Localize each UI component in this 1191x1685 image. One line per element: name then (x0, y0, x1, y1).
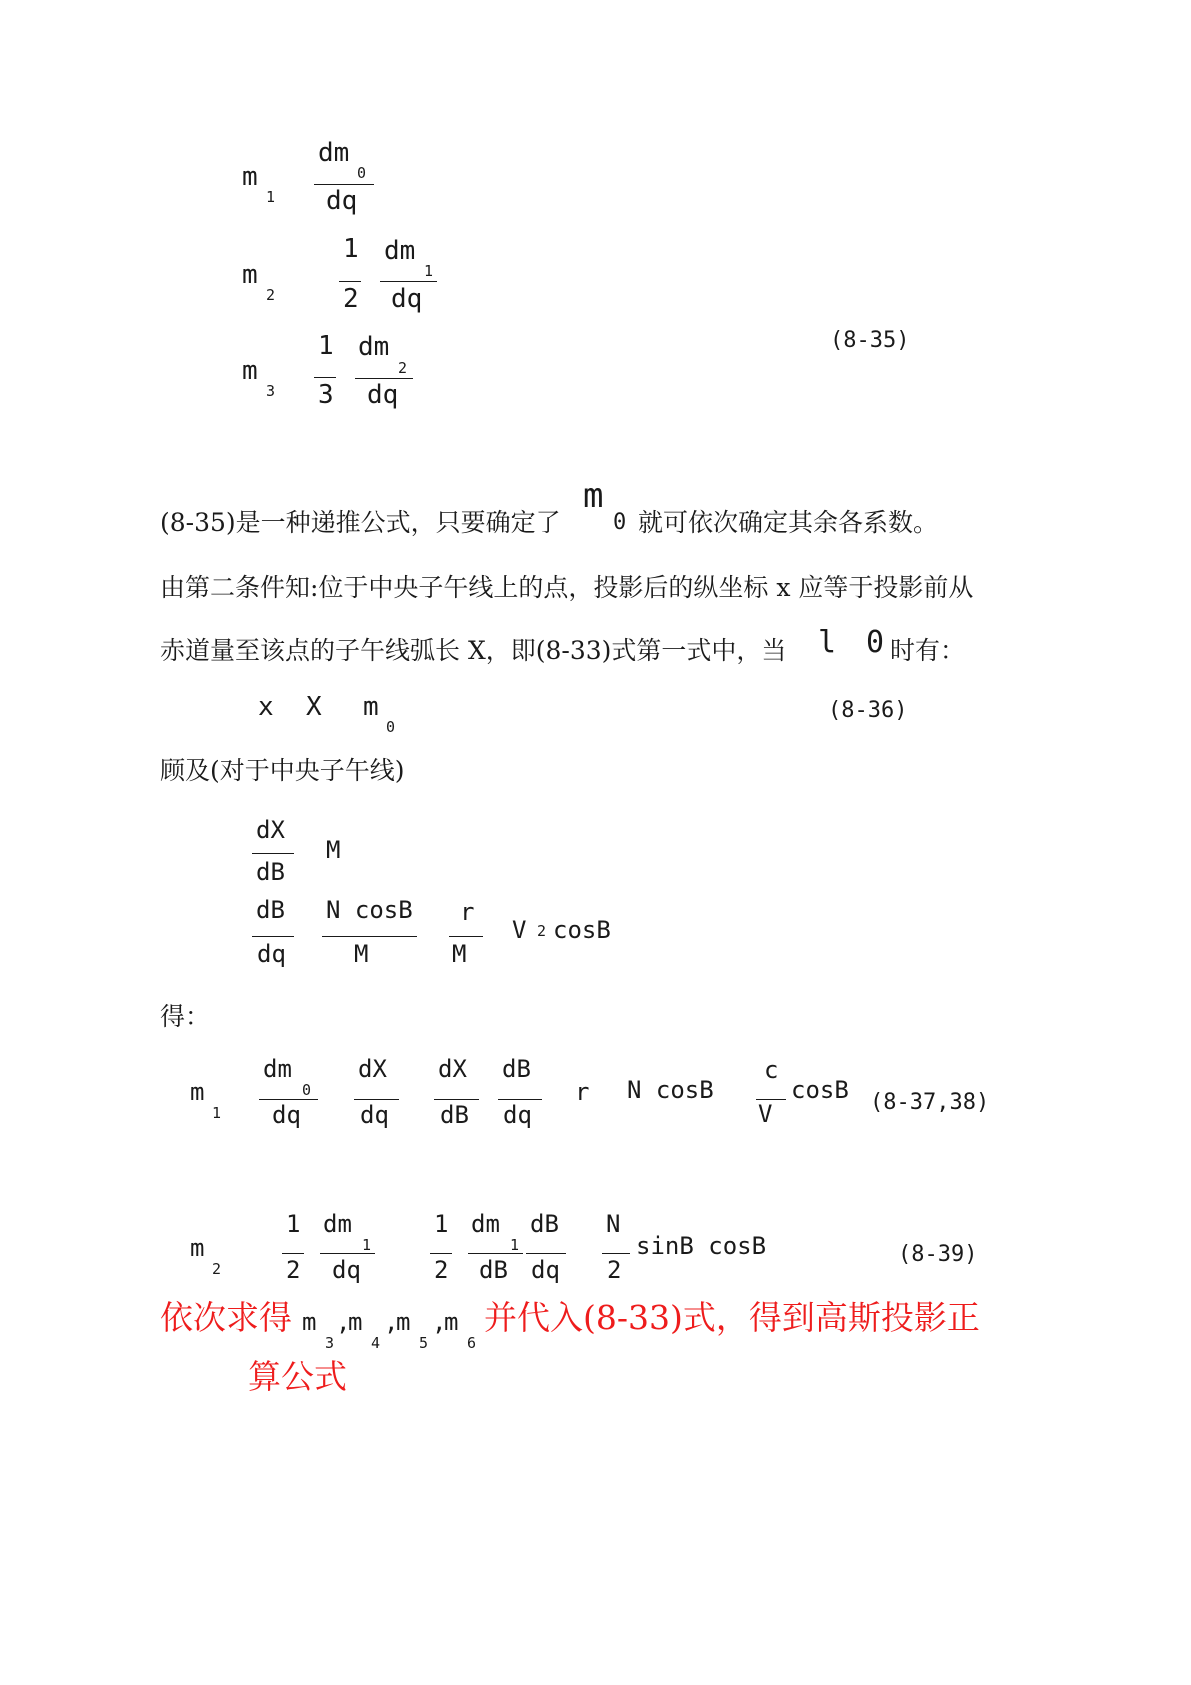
symbol-m5: m (396, 1308, 411, 1336)
coef-denominator: 2 (434, 1256, 449, 1284)
symbol-m4: m (348, 1308, 363, 1336)
paragraph-result: 得： (160, 1002, 211, 1031)
coef-numerator: 1 (318, 331, 334, 361)
eq-lhs-sub: 3 (266, 382, 276, 400)
inline-symbol-zero: 0 (866, 625, 885, 660)
fraction-numerator: dX (256, 816, 285, 844)
fraction-numerator: dB (502, 1055, 531, 1083)
paragraph-text: 时有： (890, 636, 966, 665)
eq-lhs-m: m (242, 162, 258, 192)
fraction-denominator: V (758, 1100, 773, 1128)
fraction-bar (498, 1099, 542, 1100)
symbol-sub: 5 (419, 1334, 429, 1352)
fraction-numerator-sub: 1 (362, 1236, 372, 1254)
eq-lhs-m: m (242, 356, 258, 386)
fraction-numerator: N cosB (326, 896, 413, 924)
paragraph-line: 由第二条件知:位于中央子午线上的点，投影后的纵坐标 x 应等于投影前从 (160, 573, 974, 602)
fraction-bar (320, 1253, 375, 1254)
equation-number: (8-35) (830, 328, 910, 353)
symbol-sub: 4 (371, 1334, 381, 1352)
paragraph-text: (8-35)是一种递推公式，只要确定了 (160, 508, 561, 537)
coef-numerator: 1 (434, 1210, 449, 1238)
fraction-bar (468, 1253, 523, 1254)
coef-denominator: 2 (286, 1256, 301, 1284)
fraction-numerator: dm (323, 1210, 352, 1238)
fraction-bar (355, 378, 413, 379)
fraction-denominator: M (354, 940, 369, 968)
symbol-sub: 6 (467, 1334, 477, 1352)
fraction-denominator: dB (479, 1256, 508, 1284)
conclusion-text: 并代入(8-33)式，得到高斯投影正 (484, 1298, 980, 1337)
fraction-bar (314, 377, 336, 378)
eq-lhs-sub: 1 (212, 1104, 222, 1122)
fraction-bar (430, 1253, 452, 1254)
fraction-bar (380, 281, 437, 282)
fraction-denominator: dq (503, 1101, 532, 1129)
eq-symbol-X: X (306, 692, 322, 722)
fraction-numerator-sub: 0 (357, 164, 367, 182)
inline-symbol-l: l (818, 625, 837, 660)
fraction-bar (252, 853, 294, 854)
coef-denominator: 3 (318, 380, 334, 410)
fraction-bar (252, 936, 294, 937)
fraction-bar (602, 1253, 630, 1254)
fraction-denominator: dq (360, 1101, 389, 1129)
eq-symbol-sincos: sinB cosB (636, 1232, 767, 1260)
eq-symbol-M: M (326, 836, 341, 864)
equation-number: (8-39) (898, 1242, 978, 1267)
fraction-denominator: dB (256, 858, 285, 886)
eq-symbol-ncos: N cosB (627, 1076, 714, 1104)
inline-symbol-m: m (583, 476, 604, 516)
fraction-bar (259, 1099, 318, 1100)
fraction-bar (526, 1253, 566, 1254)
fraction-numerator: dB (530, 1210, 559, 1238)
eq-lhs-sub: 1 (266, 188, 276, 206)
symbol-sub: 3 (325, 1334, 335, 1352)
coef-numerator: N (606, 1210, 621, 1238)
fraction-numerator: r (460, 898, 475, 926)
fraction-numerator-sub: 1 (510, 1236, 520, 1254)
fraction-bar (449, 936, 483, 937)
fraction-numerator: dm (384, 236, 416, 266)
fraction-numerator-sub: 1 (424, 262, 434, 280)
fraction-numerator: dm (263, 1055, 292, 1083)
eq-lhs-sub: 2 (212, 1260, 222, 1278)
coef-denominator: 2 (343, 284, 359, 314)
coef-denominator: 2 (607, 1256, 622, 1284)
inline-symbol-sub: 0 (613, 510, 627, 535)
fraction-numerator-sub: 0 (302, 1081, 312, 1099)
fraction-denominator: dq (272, 1101, 301, 1129)
fraction-denominator: dq (332, 1256, 361, 1284)
paragraph-note: 顾及(对于中央子午线) (160, 756, 405, 785)
eq-lhs-m: m (190, 1234, 205, 1262)
eq-symbol-sub: 0 (386, 718, 396, 736)
eq-symbol-x: x (258, 692, 274, 722)
fraction-bar (434, 1099, 479, 1100)
fraction-numerator-sub: 2 (398, 359, 408, 377)
fraction-numerator: c (764, 1056, 779, 1084)
fraction-bar (282, 1253, 304, 1254)
fraction-bar (314, 184, 374, 185)
fraction-numerator: dm (471, 1210, 500, 1238)
fraction-denominator: dq (326, 186, 358, 216)
paragraph-line: 赤道量至该点的子午线弧长 X，即(8-33)式第一式中，当 (160, 636, 787, 665)
symbol-comma: , (336, 1308, 351, 1336)
eq-symbol-cosB: cosB (553, 916, 611, 944)
fraction-bar (354, 1099, 399, 1100)
eq-lhs-sub: 2 (266, 286, 276, 304)
paragraph-text: 就可依次确定其余各系数。 (638, 508, 939, 537)
eq-lhs-m: m (242, 260, 258, 290)
fraction-denominator: dq (391, 284, 423, 314)
eq-symbol-V: V (512, 916, 527, 944)
fraction-denominator: dq (531, 1256, 560, 1284)
fraction-denominator: dq (257, 940, 286, 968)
symbol-comma: , (384, 1308, 399, 1336)
symbol-m3: m (302, 1308, 317, 1336)
fraction-denominator: dq (367, 380, 399, 410)
eq-symbol-sup: 2 (537, 922, 547, 940)
fraction-numerator: dB (256, 896, 285, 924)
fraction-denominator: M (452, 940, 467, 968)
fraction-numerator: dX (358, 1055, 387, 1083)
coef-numerator: 1 (343, 234, 359, 264)
fraction-bar (339, 281, 361, 282)
coef-numerator: 1 (286, 1210, 301, 1238)
fraction-bar (322, 936, 417, 937)
eq-symbol-m: m (363, 692, 379, 722)
equation-number: (8-37,38) (870, 1090, 990, 1115)
eq-lhs-m: m (190, 1078, 205, 1106)
equation-number: (8-36) (828, 698, 908, 723)
conclusion-text: 依次求得 (160, 1298, 292, 1337)
symbol-m6: m (444, 1308, 459, 1336)
fraction-numerator: dm (318, 138, 350, 168)
fraction-numerator: dX (438, 1055, 467, 1083)
conclusion-text-line2: 算公式 (248, 1357, 347, 1396)
fraction-numerator: dm (358, 332, 390, 362)
eq-symbol-cosB: cosB (791, 1076, 849, 1104)
eq-symbol-r: r (575, 1078, 590, 1106)
fraction-denominator: dB (440, 1101, 469, 1129)
symbol-comma: , (432, 1308, 447, 1336)
